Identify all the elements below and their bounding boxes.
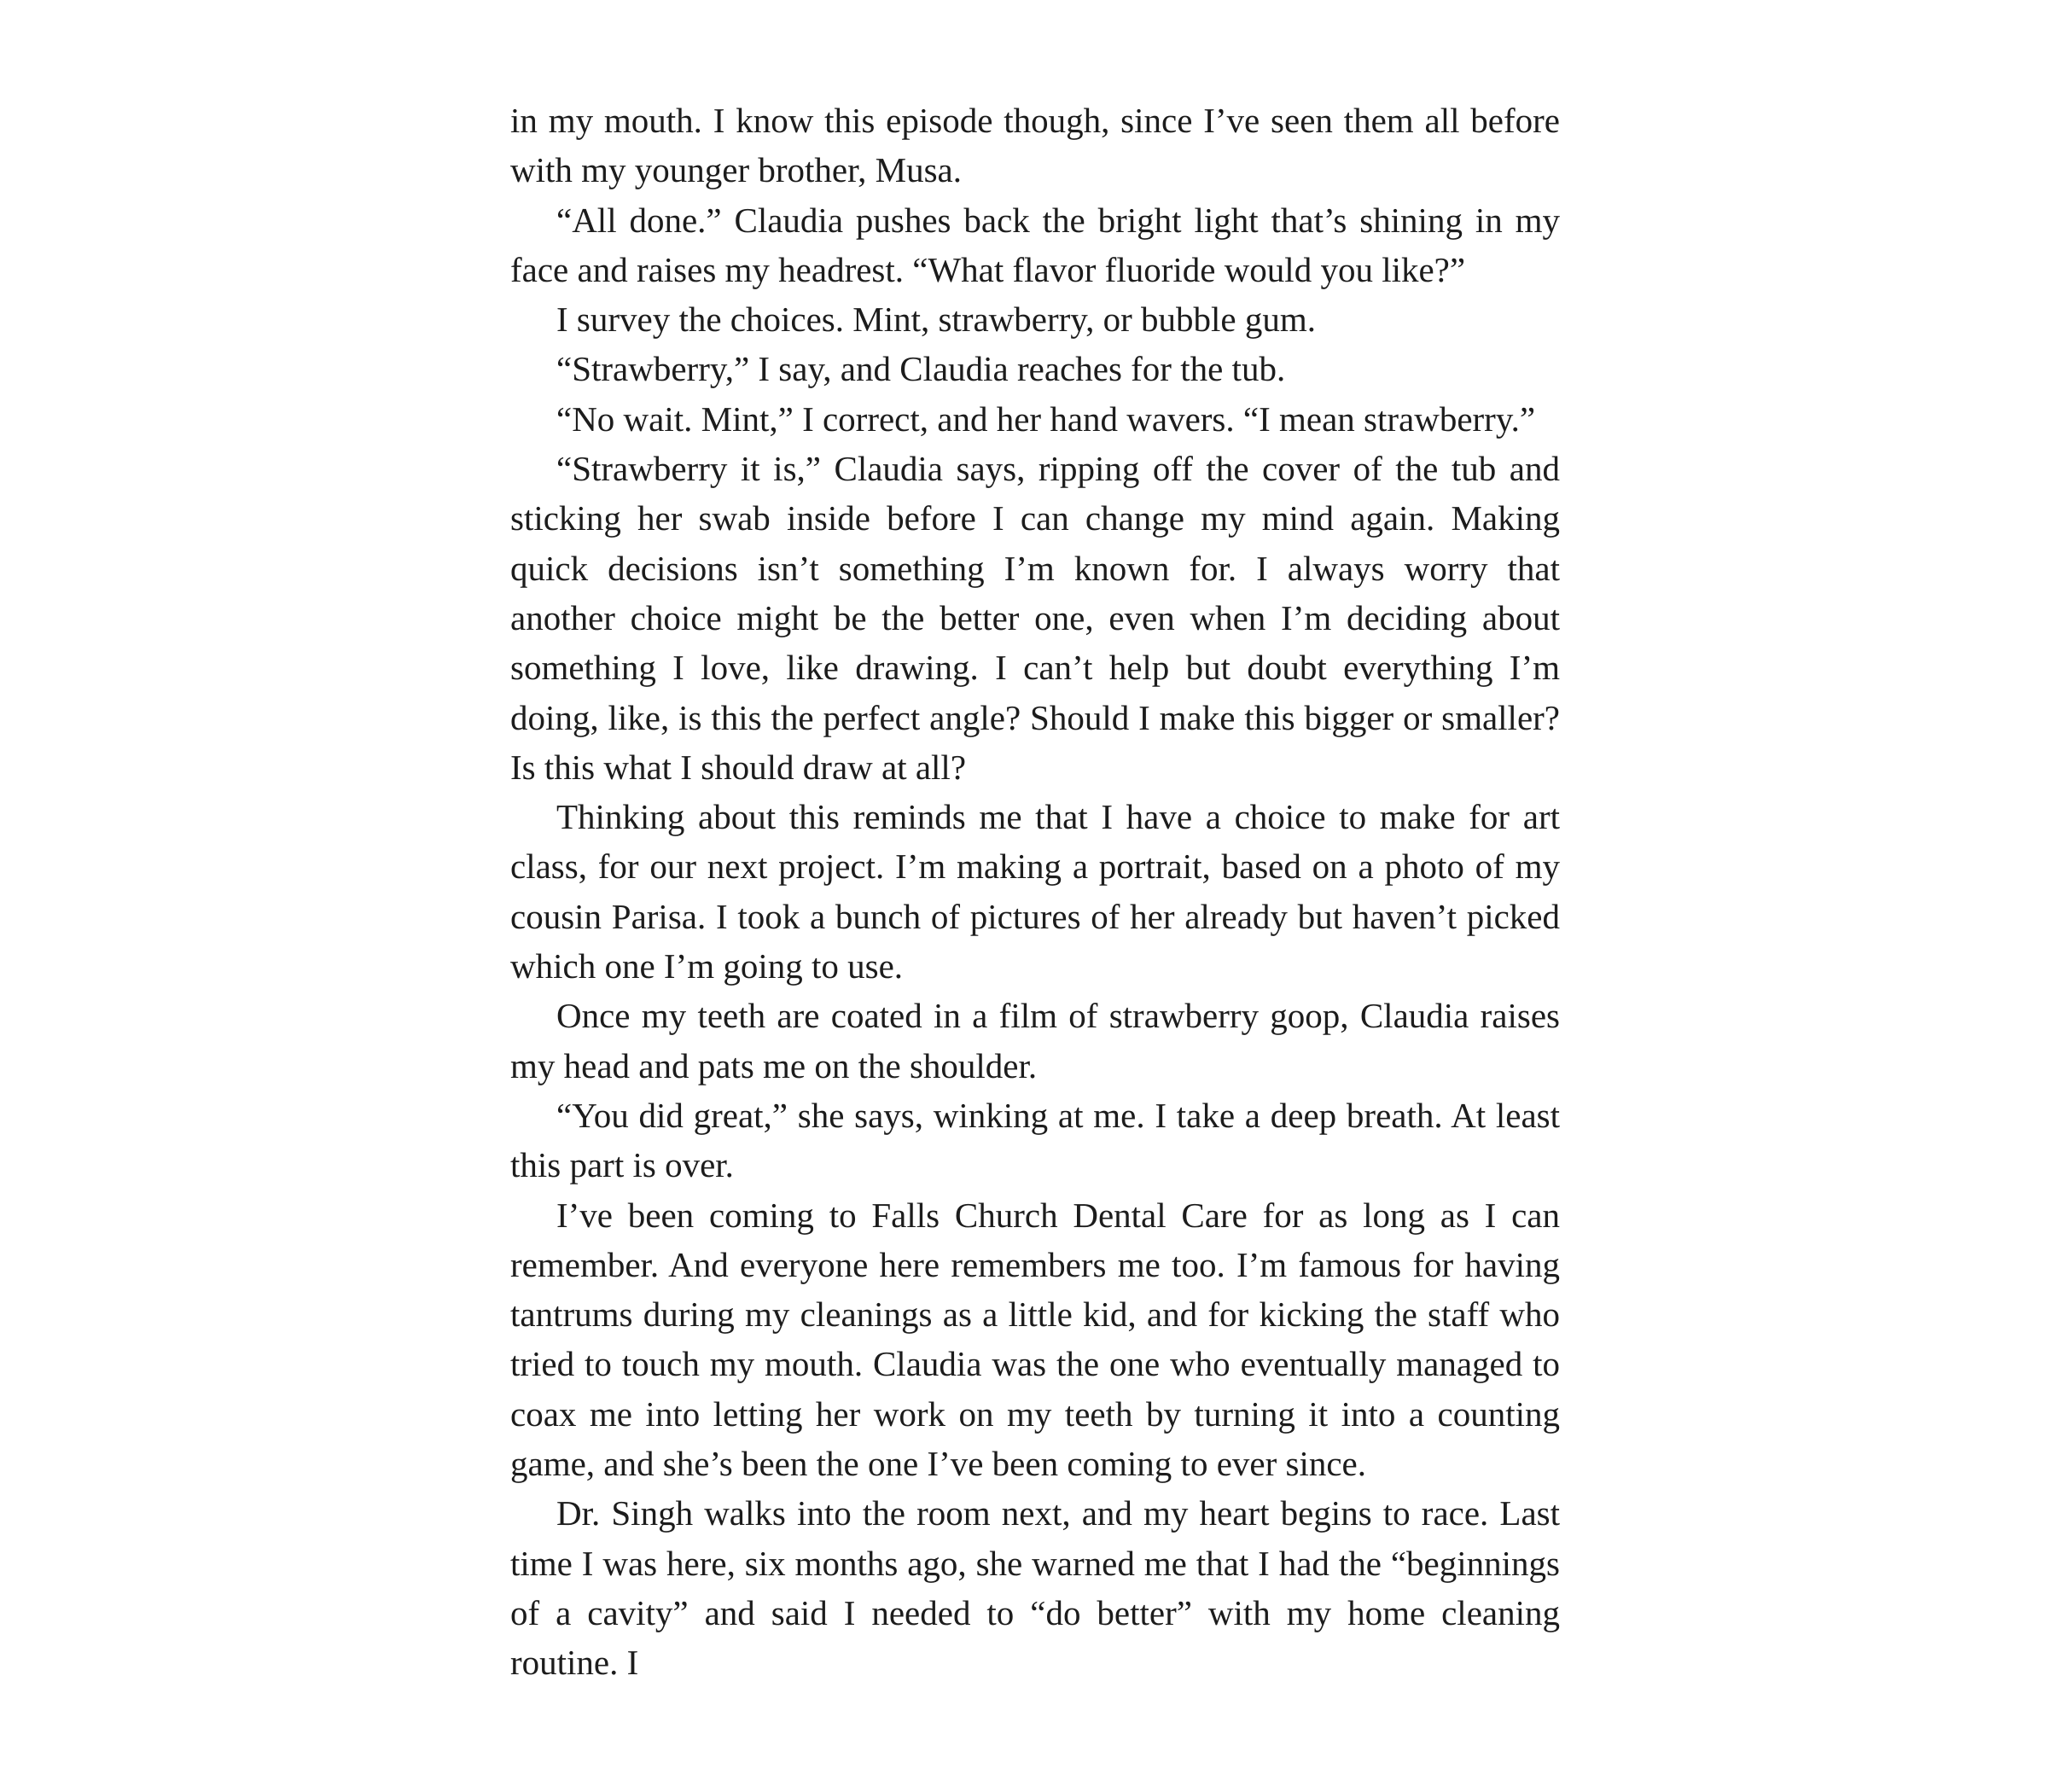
paragraph: Dr. Singh walks into the room next, and my heart begins to race. Last time I was here, six months ago, she warned me that I had the “beginnings of a cavity” and said I needed to “do better” with my home cleaning routine. I bbox=[510, 1493, 1560, 1683]
paragraph: I survey the choices. Mint, strawberry, or bubble gum. bbox=[556, 300, 1317, 340]
paragraph: Thinking about this reminds me that I have a choice to make for art class, for our next project. I’m making a portrait, based on a photo of my cousin Parisa. I took a bunch of pictures of her already but haven’t picked which one I’m going to use. bbox=[510, 797, 1560, 986]
paragraph: “No wait. Mint,” I correct, and her hand wavers. “I mean strawberry.” bbox=[556, 399, 1536, 439]
paragraph: “Strawberry,” I say, and Claudia reaches for the tub. bbox=[556, 349, 1286, 389]
paragraph: “All done.” Claudia pushes back the bright light that’s shining in my face and raises my headrest. “What flavor fluoride would you like?” bbox=[510, 200, 1560, 289]
paragraph: I’ve been coming to Falls Church Dental Care for as long as I can remember. And everyone here remembers me too. I’m famous for having tantrums during my cleanings as a little kid, and for kicking the staff who tried to touch my mouth. Claudia was the one who eventually managed to coax me into letting her work on my teeth by turning it into a counting game, and she’s been the one I’ve been coming to ever since. bbox=[510, 1195, 1560, 1484]
paragraph: “Strawberry it is,” Claudia says, ripping off the cover of the tub and sticking her swab inside before I can change my mind again. Making quick decisions isn’t something I’m known for. I always worry that another choice might be the better one, even when I’m deciding about something I love, like drawing. I can’t help but doubt everything I’m doing, like, is this the perfect angle? Should I make this bigger or smaller? Is this what I should draw at all? bbox=[510, 449, 1560, 787]
paragraph: “You did great,” she says, winking at me. I take a deep breath. At least this part is over. bbox=[510, 1095, 1560, 1185]
paragraph-continuation: in my mouth. I know this episode though, since I’ve seen them all before with my younger brother, Musa. bbox=[510, 101, 1560, 190]
book-page bbox=[510, 96, 1560, 1688]
paragraph: Once my teeth are coated in a film of strawberry goop, Claudia raises my head and pats me on the shoulder. bbox=[510, 996, 1560, 1085]
